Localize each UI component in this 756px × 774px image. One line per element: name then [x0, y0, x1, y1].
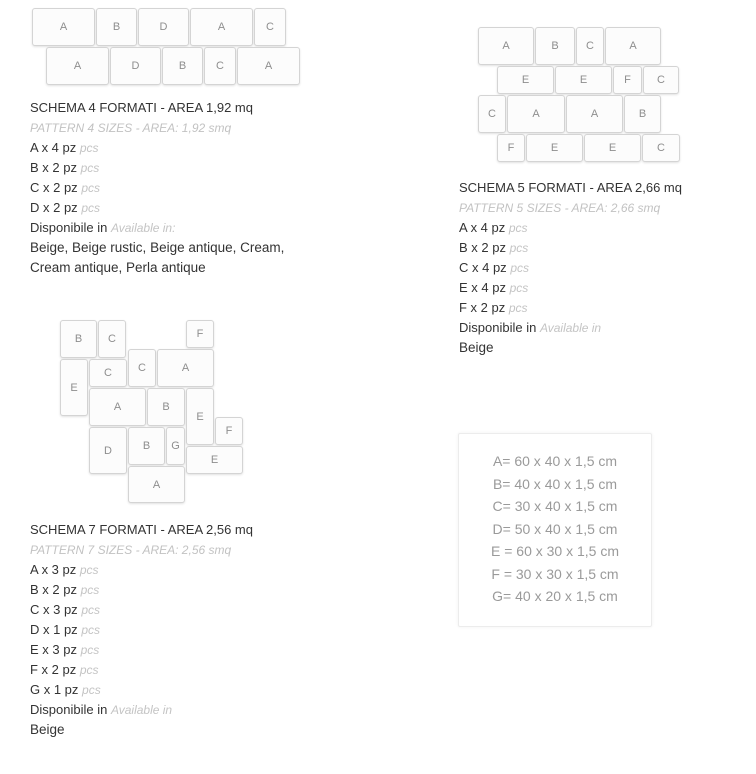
schema-7-subtitle: PATTERN 7 SIZES - AREA: 2,56 smq	[30, 543, 232, 557]
quantity-label: A x 3 pz	[30, 562, 77, 577]
quantity-unit-en: pcs	[81, 603, 100, 617]
quantity-label: F x 2 pz	[459, 300, 506, 315]
tile: C	[89, 359, 127, 387]
availability-row	[459, 318, 682, 338]
quantity-label: E x 4 pz	[459, 280, 506, 295]
quantity-unit-en: pcs	[508, 221, 528, 235]
tile: C	[254, 8, 286, 46]
dimension-line: A= 60 x 40 x 1,5 cm	[492, 453, 618, 469]
dimension-line: D= 50 x 40 x 1,5 cm	[492, 520, 618, 537]
quantity-unit-en: pcs	[80, 583, 100, 597]
quantity-row	[30, 580, 253, 600]
tile: A	[157, 349, 214, 387]
tile: F	[215, 417, 243, 445]
dimensions-legend	[458, 433, 652, 627]
quantity-row	[459, 238, 682, 258]
quantity-unit-en: pcs	[82, 683, 101, 697]
tile: B	[162, 47, 203, 85]
tile: D	[138, 8, 189, 46]
tile: A	[89, 388, 146, 426]
dimension-line: F = 30 x 30 x 1,5 cm	[491, 565, 619, 582]
quantity-row	[30, 178, 284, 198]
availability-row	[30, 700, 253, 720]
quantity-row	[30, 138, 284, 158]
quantity-unit-en: pcs	[510, 261, 529, 275]
quantity-label: F x 2 pz	[30, 662, 77, 677]
tile: E	[186, 388, 214, 445]
schema-4-subtitle: PATTERN 4 SIZES - AREA: 1,92 smq	[30, 121, 232, 135]
tile: B	[624, 95, 661, 133]
available-label: Disponibile in	[30, 702, 108, 717]
schema-5-title: SCHEMA 5 FORMATI - AREA 2,66 mq	[459, 180, 682, 195]
quantity-label: B x 2 pz	[30, 160, 77, 175]
quantity-label: C x 4 pz	[459, 260, 507, 275]
quantity-unit-en: pcs	[81, 201, 100, 215]
dimension-line: E = 60 x 30 x 1,5 cm	[490, 543, 619, 559]
quantity-row	[459, 258, 682, 278]
tile: G	[166, 427, 185, 465]
quantity-unit-en: pcs	[80, 161, 100, 175]
quantity-unit-en: pcs	[81, 623, 100, 637]
tile: A	[605, 27, 661, 65]
quantity-unit-en: pcs	[79, 663, 99, 677]
quantity-label: D x 1 pz	[30, 622, 78, 637]
available-label-en: Available in:	[110, 221, 176, 235]
dimension-line: C= 30 x 40 x 1,5 cm	[492, 498, 618, 514]
available-label-en: Available in	[110, 703, 173, 717]
quantity-label: B x 2 pz	[30, 582, 77, 597]
quantity-label: G x 1 pz	[30, 682, 79, 697]
quantity-row	[459, 278, 682, 298]
tile: E	[526, 134, 583, 162]
tile: A	[32, 8, 95, 46]
quantity-unit-en: pcs	[81, 181, 100, 195]
tile: C	[128, 349, 156, 387]
quantity-label: D x 2 pz	[30, 200, 78, 215]
quantity-label: C x 3 pz	[30, 602, 78, 617]
quantity-unit-en: pcs	[80, 643, 100, 657]
schema-4-title: SCHEMA 4 FORMATI - AREA 1,92 mq	[30, 100, 253, 115]
quantity-unit-en: pcs	[509, 281, 529, 295]
tile: E	[186, 446, 243, 474]
schema-5-subtitle: PATTERN 5 SIZES - AREA: 2,66 smq	[459, 201, 661, 215]
tile: A	[237, 47, 300, 85]
tile: E	[584, 134, 641, 162]
tile: A	[46, 47, 109, 85]
quantity-row	[30, 560, 253, 580]
quantity-row	[30, 198, 284, 218]
tile: B	[147, 388, 185, 426]
colors-line: Cream antique, Perla antique	[30, 260, 206, 275]
quantity-row	[30, 660, 253, 680]
tile: C	[576, 27, 604, 65]
available-label: Disponibile in	[459, 320, 537, 335]
tile: C	[643, 66, 679, 94]
quantity-label: B x 2 pz	[459, 240, 506, 255]
available-label: Disponibile in	[30, 220, 108, 235]
quantity-unit-en: pcs	[79, 141, 99, 155]
tile: E	[555, 66, 612, 94]
tile: C	[478, 95, 506, 133]
tile: E	[497, 66, 554, 94]
quantity-label: A x 4 pz	[459, 220, 506, 235]
quantity-label: A x 4 pz	[30, 140, 77, 155]
schema-5-info	[459, 178, 682, 358]
schema-7-info	[30, 520, 253, 740]
quantity-row	[30, 680, 253, 700]
tile: A	[478, 27, 534, 65]
quantity-row	[459, 298, 682, 318]
dimension-line: B= 40 x 40 x 1,5 cm	[492, 475, 618, 492]
dimension-line: G= 40 x 20 x 1,5 cm	[492, 588, 618, 604]
tile: A	[128, 466, 185, 503]
tile: B	[96, 8, 137, 46]
quantity-row	[30, 600, 253, 620]
available-label-en: Available in	[539, 321, 602, 335]
quantity-row	[459, 218, 682, 238]
quantity-unit-en: pcs	[79, 563, 99, 577]
tile: F	[186, 320, 214, 348]
quantity-row	[30, 620, 253, 640]
quantity-label: C x 2 pz	[30, 180, 78, 195]
schema-7-title: SCHEMA 7 FORMATI - AREA 2,56 mq	[30, 522, 253, 537]
tile: B	[128, 427, 165, 465]
tile: C	[204, 47, 236, 85]
quantity-label: E x 3 pz	[30, 642, 77, 657]
tile: D	[110, 47, 161, 85]
tile: B	[60, 320, 97, 358]
colors-line: Beige, Beige rustic, Beige antique, Cream,	[30, 240, 285, 255]
tile: A	[507, 95, 565, 133]
tile: F	[613, 66, 642, 94]
quantity-unit-en: pcs	[508, 301, 528, 315]
quantity-row	[30, 640, 253, 660]
tile: E	[60, 359, 88, 416]
tile: D	[89, 427, 127, 474]
tile: B	[535, 27, 575, 65]
availability-row	[30, 218, 284, 238]
tile: C	[98, 320, 126, 358]
quantity-unit-en: pcs	[509, 241, 529, 255]
tile: F	[497, 134, 525, 162]
schema-4-info	[30, 98, 284, 278]
colors-line: Beige	[459, 340, 494, 355]
tile: C	[642, 134, 680, 162]
tile: A	[566, 95, 623, 133]
quantity-row	[30, 158, 284, 178]
colors-line: Beige	[30, 722, 65, 737]
tile: A	[190, 8, 253, 46]
